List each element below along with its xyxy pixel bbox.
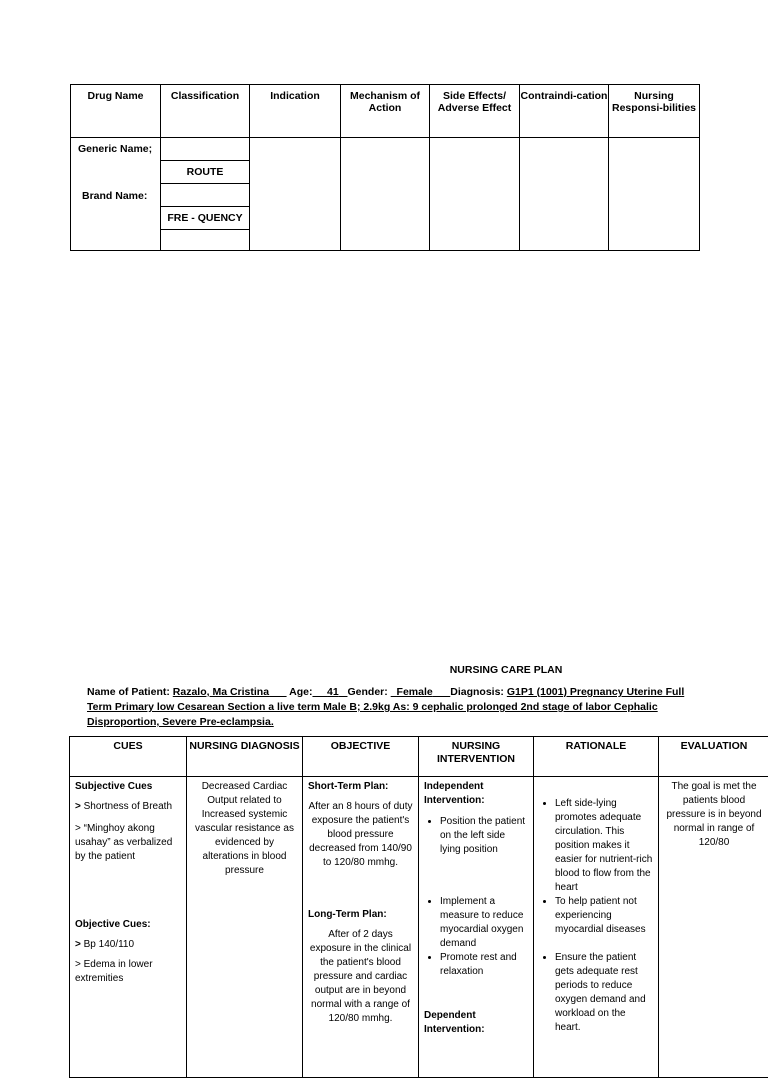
subjective-cues-title: Subjective Cues — [75, 780, 181, 794]
intervention-cell — [419, 777, 534, 1078]
drug-header-indication: Indication — [250, 85, 341, 138]
contraindication-cell — [520, 138, 609, 251]
subjective-cue-1: > Shortness of Breath — [75, 800, 181, 814]
objective-cue-2: > Edema in lower extremities — [75, 958, 181, 986]
frequency-label: FRE - QUENCY — [161, 207, 249, 230]
rationale-cell — [534, 777, 659, 1078]
drug-name-cell — [71, 138, 161, 251]
drug-study-table — [70, 84, 700, 251]
gender-label: Gender: — [348, 686, 388, 698]
objective-cell — [303, 777, 419, 1078]
nursing-responsibilities-cell — [609, 138, 700, 251]
objective-cues-title: Objective Cues: — [75, 918, 181, 932]
rationale-item-3: • Ensure the patient gets adequate rest periods to reduce oxygen demand and workload on the heart. — [555, 951, 653, 1035]
mechanism-cell — [341, 138, 430, 251]
independent-intervention-title: Independent Intervention: — [424, 780, 528, 808]
nursing-diagnosis-cell — [187, 777, 303, 1078]
brand-name-label: Brand Name: — [82, 190, 147, 202]
patient-name-label: Name of Patient: — [87, 686, 170, 698]
intervention-item-2: • Implement a measure to reduce myocardial oxygen demand — [440, 895, 528, 951]
indication-cell — [250, 138, 341, 251]
drug-table-header-row — [71, 85, 700, 138]
patient-name: Razalo, Ma Cristina — [173, 686, 269, 698]
drug-header-contraindication: Contraindi-cation — [520, 85, 609, 138]
drug-header-classification: Classification — [161, 85, 250, 138]
header-cues: CUES — [70, 737, 187, 777]
evaluation-cell — [659, 777, 768, 1078]
care-plan-title: NURSING CARE PLAN — [0, 664, 768, 676]
short-term-plan-text: After an 8 hours of duty exposure the patient's blood pressure decreased from 140/90 to 120/80 mmhg. — [308, 800, 413, 870]
intervention-item-1: • Position the patient on the left side lying position — [440, 815, 528, 857]
short-term-plan-title: Short-Term Plan: — [308, 780, 413, 794]
nursing-diagnosis-text: Decreased Cardiac Output related to Increased systemic vascular resistance as evidenced by alterations in blood pressure — [187, 777, 302, 881]
header-rationale: RATIONALE — [534, 737, 659, 777]
generic-name-label: Generic Name; — [78, 143, 152, 155]
classification-blank-2 — [161, 184, 249, 206]
objective-cue-1: > Bp 140/110 — [75, 938, 181, 952]
intervention-item-3: • Promote rest and relaxation — [440, 951, 528, 979]
patient-diagnosis: G1P1 (1001) Pregnancy Uterine Full Term Primary low Cesarean Section a live term Male B; 2.9kg As: 9 cephalic prolonged 2nd stage of labor Cephalic Disproportion, Severe Pre-eclampsia. — [87, 686, 684, 728]
patient-age: 41 — [327, 686, 339, 698]
header-evaluation: EVALUATION — [659, 737, 768, 777]
nursing-care-plan-table — [69, 736, 768, 1078]
rationale-item-2: • To help patient not experiencing myocardial diseases — [555, 895, 653, 937]
age-label: Age: — [289, 686, 312, 698]
drug-header-nursing-responsibilities: Nursing Responsi-bilities — [609, 85, 700, 138]
care-plan-body-row — [70, 777, 768, 1078]
classification-blank-1 — [161, 138, 249, 161]
rationale-item-1: • Left side-lying promotes adequate circulation. This position makes it easier for nutrient-rich blood to flow from the heart — [555, 797, 653, 895]
drug-header-mechanism: Mechanism of Action — [341, 85, 430, 138]
long-term-plan-title: Long-Term Plan: — [308, 908, 413, 922]
patient-info — [87, 685, 699, 730]
header-nursing-diagnosis: NURSING DIAGNOSIS — [187, 737, 303, 777]
patient-gender: Female — [397, 686, 433, 698]
drug-header-side-effects: Side Effects/ Adverse Effect — [430, 85, 520, 138]
diagnosis-label: Diagnosis: — [450, 686, 504, 698]
evaluation-text: The goal is met the patients blood pressure is in beyond normal in range of 120/80 — [659, 777, 768, 853]
subjective-cue-2: > “Minghoy akong usahay” as verbalized by the patient — [75, 822, 181, 864]
dependent-intervention-title: Dependent Intervention: — [424, 1009, 528, 1037]
side-effects-cell — [430, 138, 520, 251]
care-plan-header-row — [70, 737, 768, 777]
long-term-plan-text: After of 2 days exposure in the clinical the patient's blood pressure and cardiac output are in beyond normal with a range of 120/80 mmhg. — [308, 928, 413, 1026]
drug-table-body-row — [71, 138, 700, 251]
route-label: ROUTE — [161, 161, 249, 184]
header-nursing-intervention: NURSING INTERVENTION — [419, 737, 534, 777]
classification-blank-3 — [161, 230, 249, 250]
header-objective: OBJECTIVE — [303, 737, 419, 777]
classification-cell — [161, 138, 250, 251]
drug-header-drug-name: Drug Name — [71, 85, 161, 138]
cues-cell — [70, 777, 187, 1078]
